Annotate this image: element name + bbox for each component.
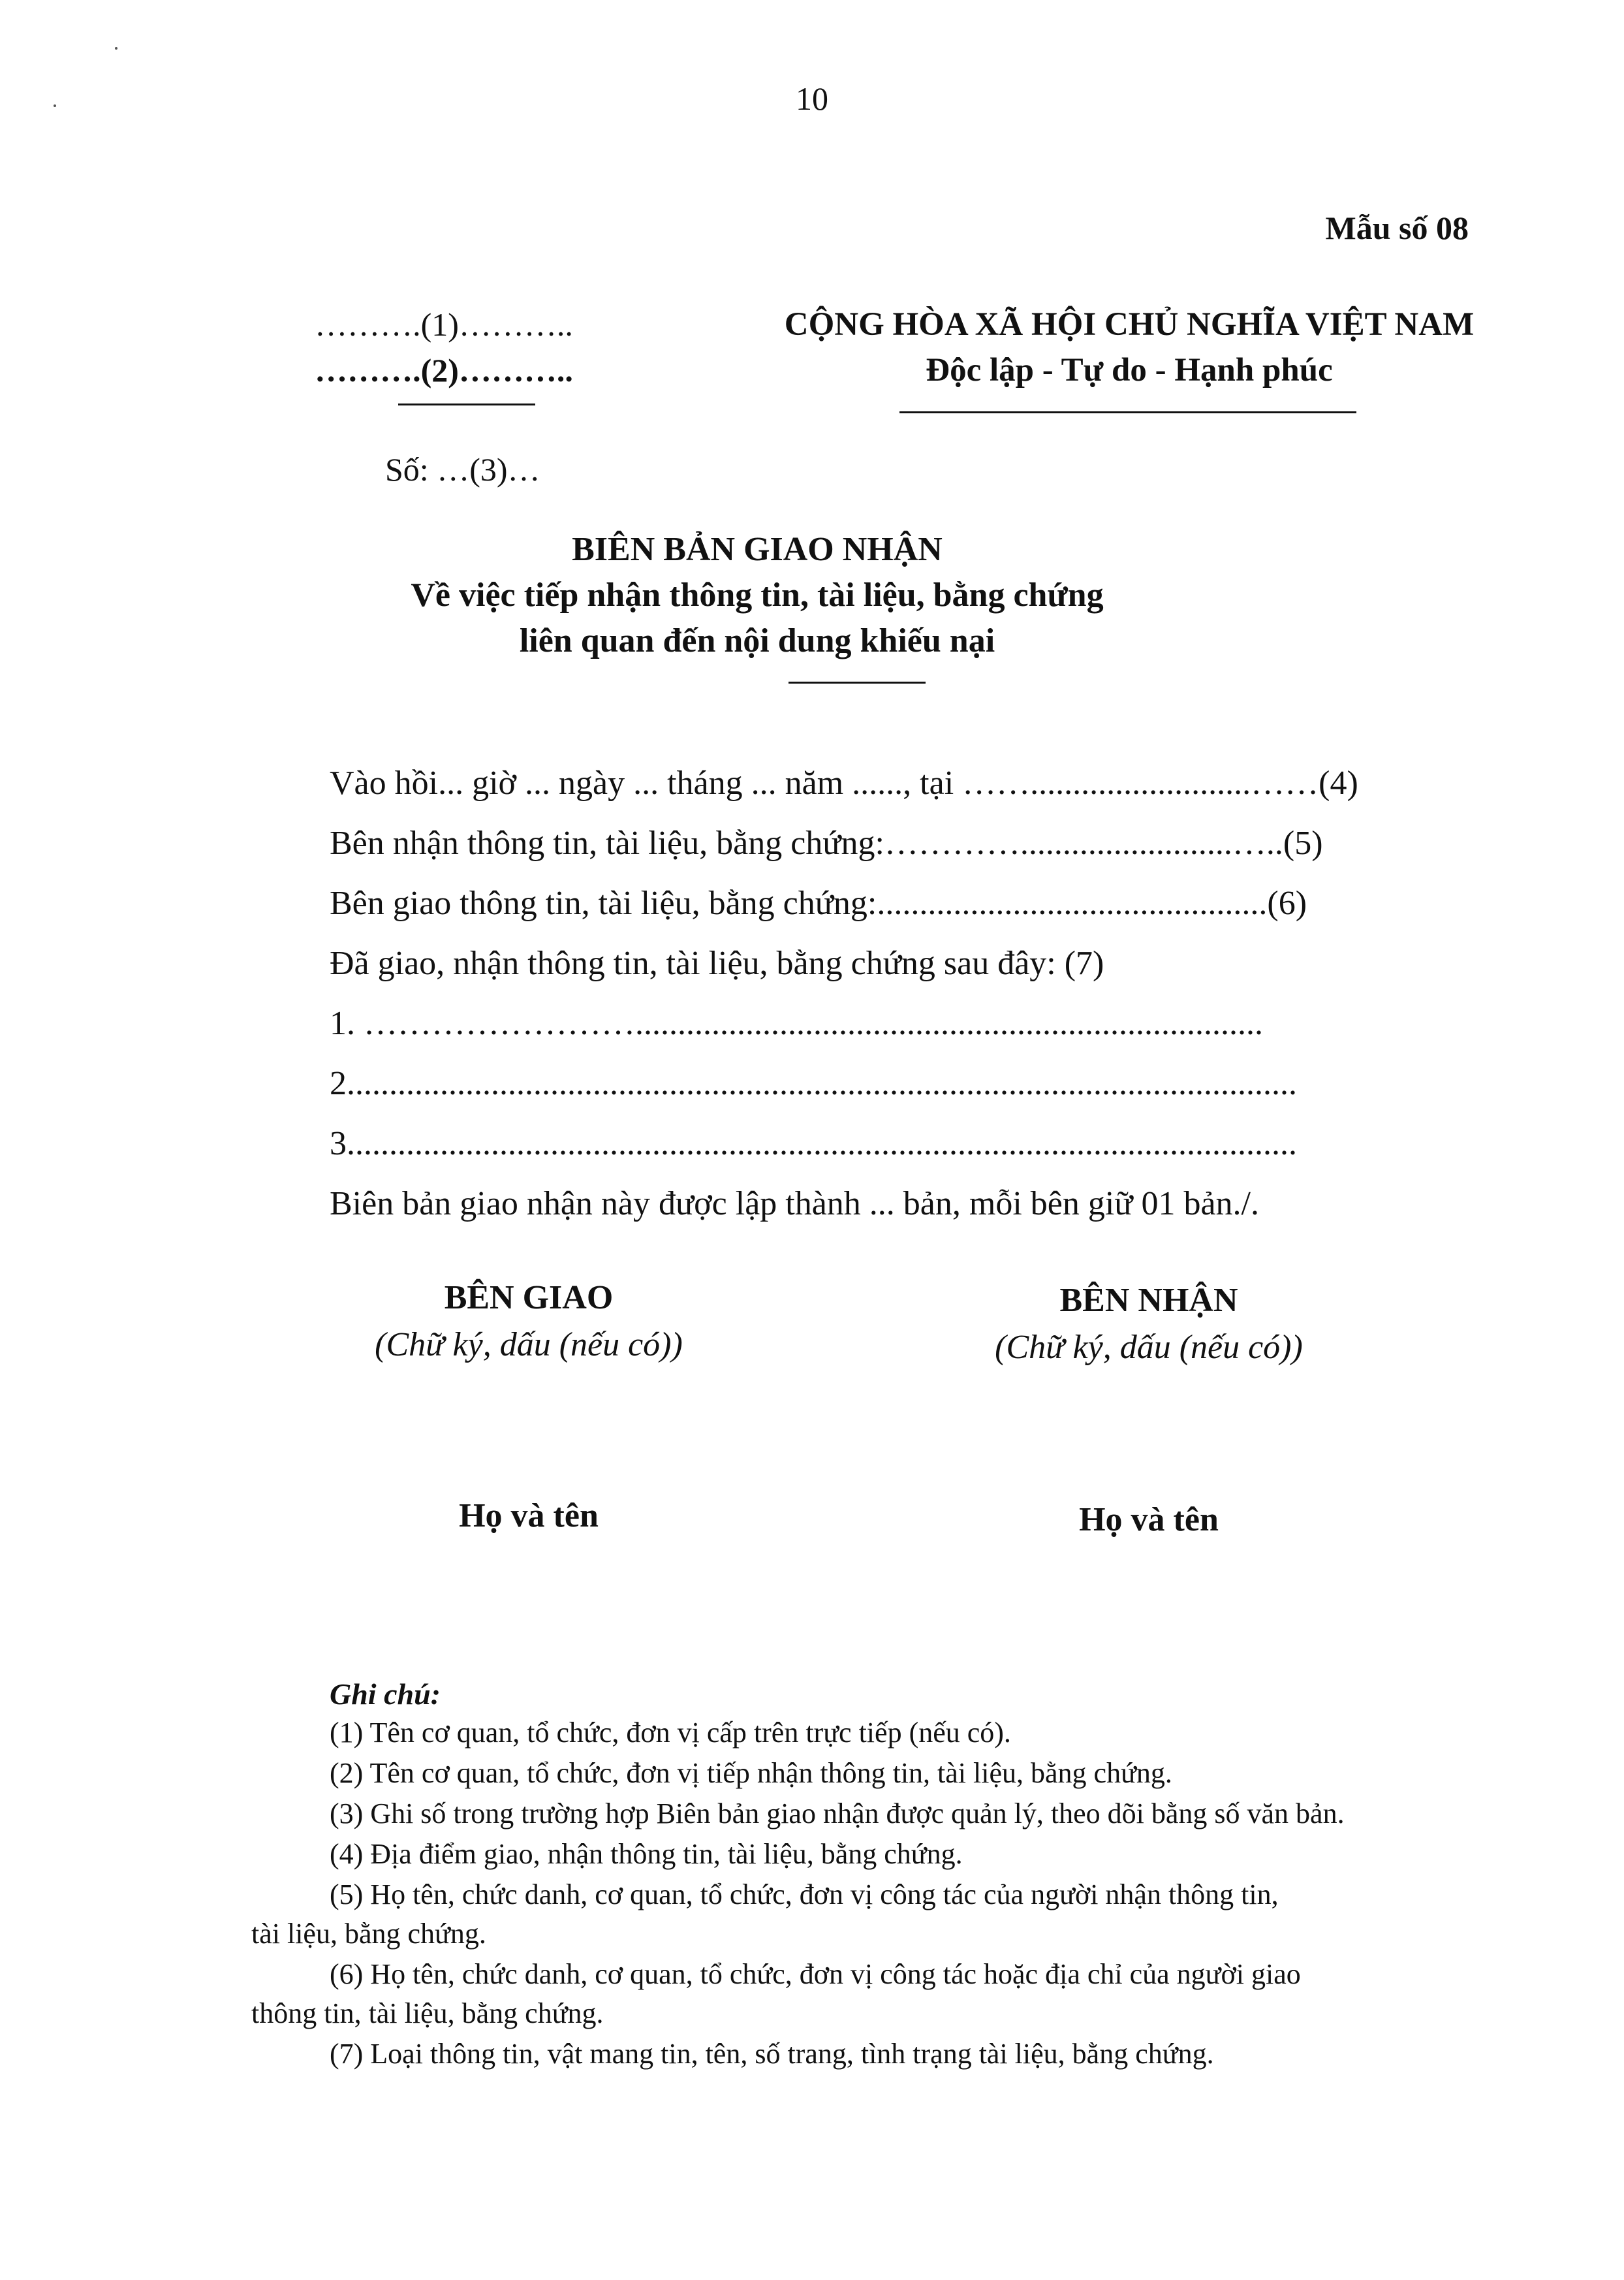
note-5-line-1: (5) Họ tên, chức danh, cơ quan, tổ chức, đơn vị công tác của người nhận thông tin, [330,1878,1279,1910]
receiver-signature-note: (Chữ ký, dấu (nếu có)) [995,1329,1303,1366]
form-number: Mẫu số 08 [1325,210,1469,246]
note-5-line-2: tài liệu, bằng chứng. [251,1918,486,1950]
note-4: (4) Địa điểm giao, nhận thông tin, tài liệu, bằng chứng. [330,1838,963,1870]
agency-divider [398,404,535,405]
giver-name-label: Họ và tên [459,1497,599,1534]
page-number: 10 [796,80,828,117]
note-6-line-2: thông tin, tài liệu, bằng chứng. [251,1997,604,2029]
item-line-3: 3................................................................................................................ [330,1125,1297,1162]
giver-signature-note: (Chữ ký, dấu (nếu có)) [375,1326,683,1363]
nation-motto: Độc lập - Tự do - Hạnh phúc [926,352,1333,388]
scan-speck [115,47,117,50]
receiver-line: Bên nhận thông tin, tài liệu, bằng chứng:………….........................…..(5) [330,825,1323,862]
item-line-2: 2................................................................................................................ [330,1065,1297,1102]
note-7: (7) Loại thông tin, vật mang tin, tên, số trang, tình trạng tài liệu, bằng chứng. [330,2038,1214,2070]
agency-parent-placeholder: ……….(1)……….. [315,306,573,343]
note-3: (3) Ghi số trong trường hợp Biên bản giao nhận được quản lý, theo dõi bằng số văn bản. [330,1797,1345,1829]
note-1: (1) Tên cơ quan, tổ chức, đơn vị cấp trên trực tiếp (nếu có). [330,1717,1011,1749]
receiver-signature-heading: BÊN NHẬN [1059,1282,1238,1319]
giver-line: Bên giao thông tin, tài liệu, bằng chứng:..............................................(6) [330,885,1307,922]
time-place-line: Vào hồi... giờ ... ngày ... tháng ... năm ......, tại ……..........................……(4) [330,765,1358,802]
nation-title: CỘNG HÒA XÃ HỘI CHỦ NGHĨA VIỆT NAM [784,306,1475,343]
document-subtitle-line-2: liên quan đến nội dung khiếu nại [519,622,995,659]
receiver-name-label: Họ và tên [1079,1501,1219,1538]
document-number: Số: …(3)… [385,451,540,488]
giver-signature-heading: BÊN GIAO [444,1279,614,1316]
items-intro-line: Đã giao, nhận thông tin, tài liệu, bằng chứng sau đây: (7) [330,945,1104,982]
document-subtitle-line-1: Về việc tiếp nhận thông tin, tài liệu, bằng chứng [411,577,1104,614]
document-title: BIÊN BẢN GIAO NHẬN [572,531,943,568]
item-line-1: 1. …………………….......................................................................... [330,1005,1263,1042]
title-divider [789,682,926,684]
scan-speck [54,104,56,107]
motto-divider [899,411,1356,413]
agency-name-placeholder: ……….(2)……….. [315,352,573,388]
note-2: (2) Tên cơ quan, tổ chức, đơn vị tiếp nhận thông tin, tài liệu, bằng chứng. [330,1757,1172,1789]
note-6-line-1: (6) Họ tên, chức danh, cơ quan, tổ chức, đơn vị công tác hoặc địa chỉ của người giao [330,1958,1301,1990]
copies-line: Biên bản giao nhận này được lập thành ... bản, mỗi bên giữ 01 bản./. [330,1185,1260,1222]
notes-title: Ghi chú: [330,1677,441,1711]
